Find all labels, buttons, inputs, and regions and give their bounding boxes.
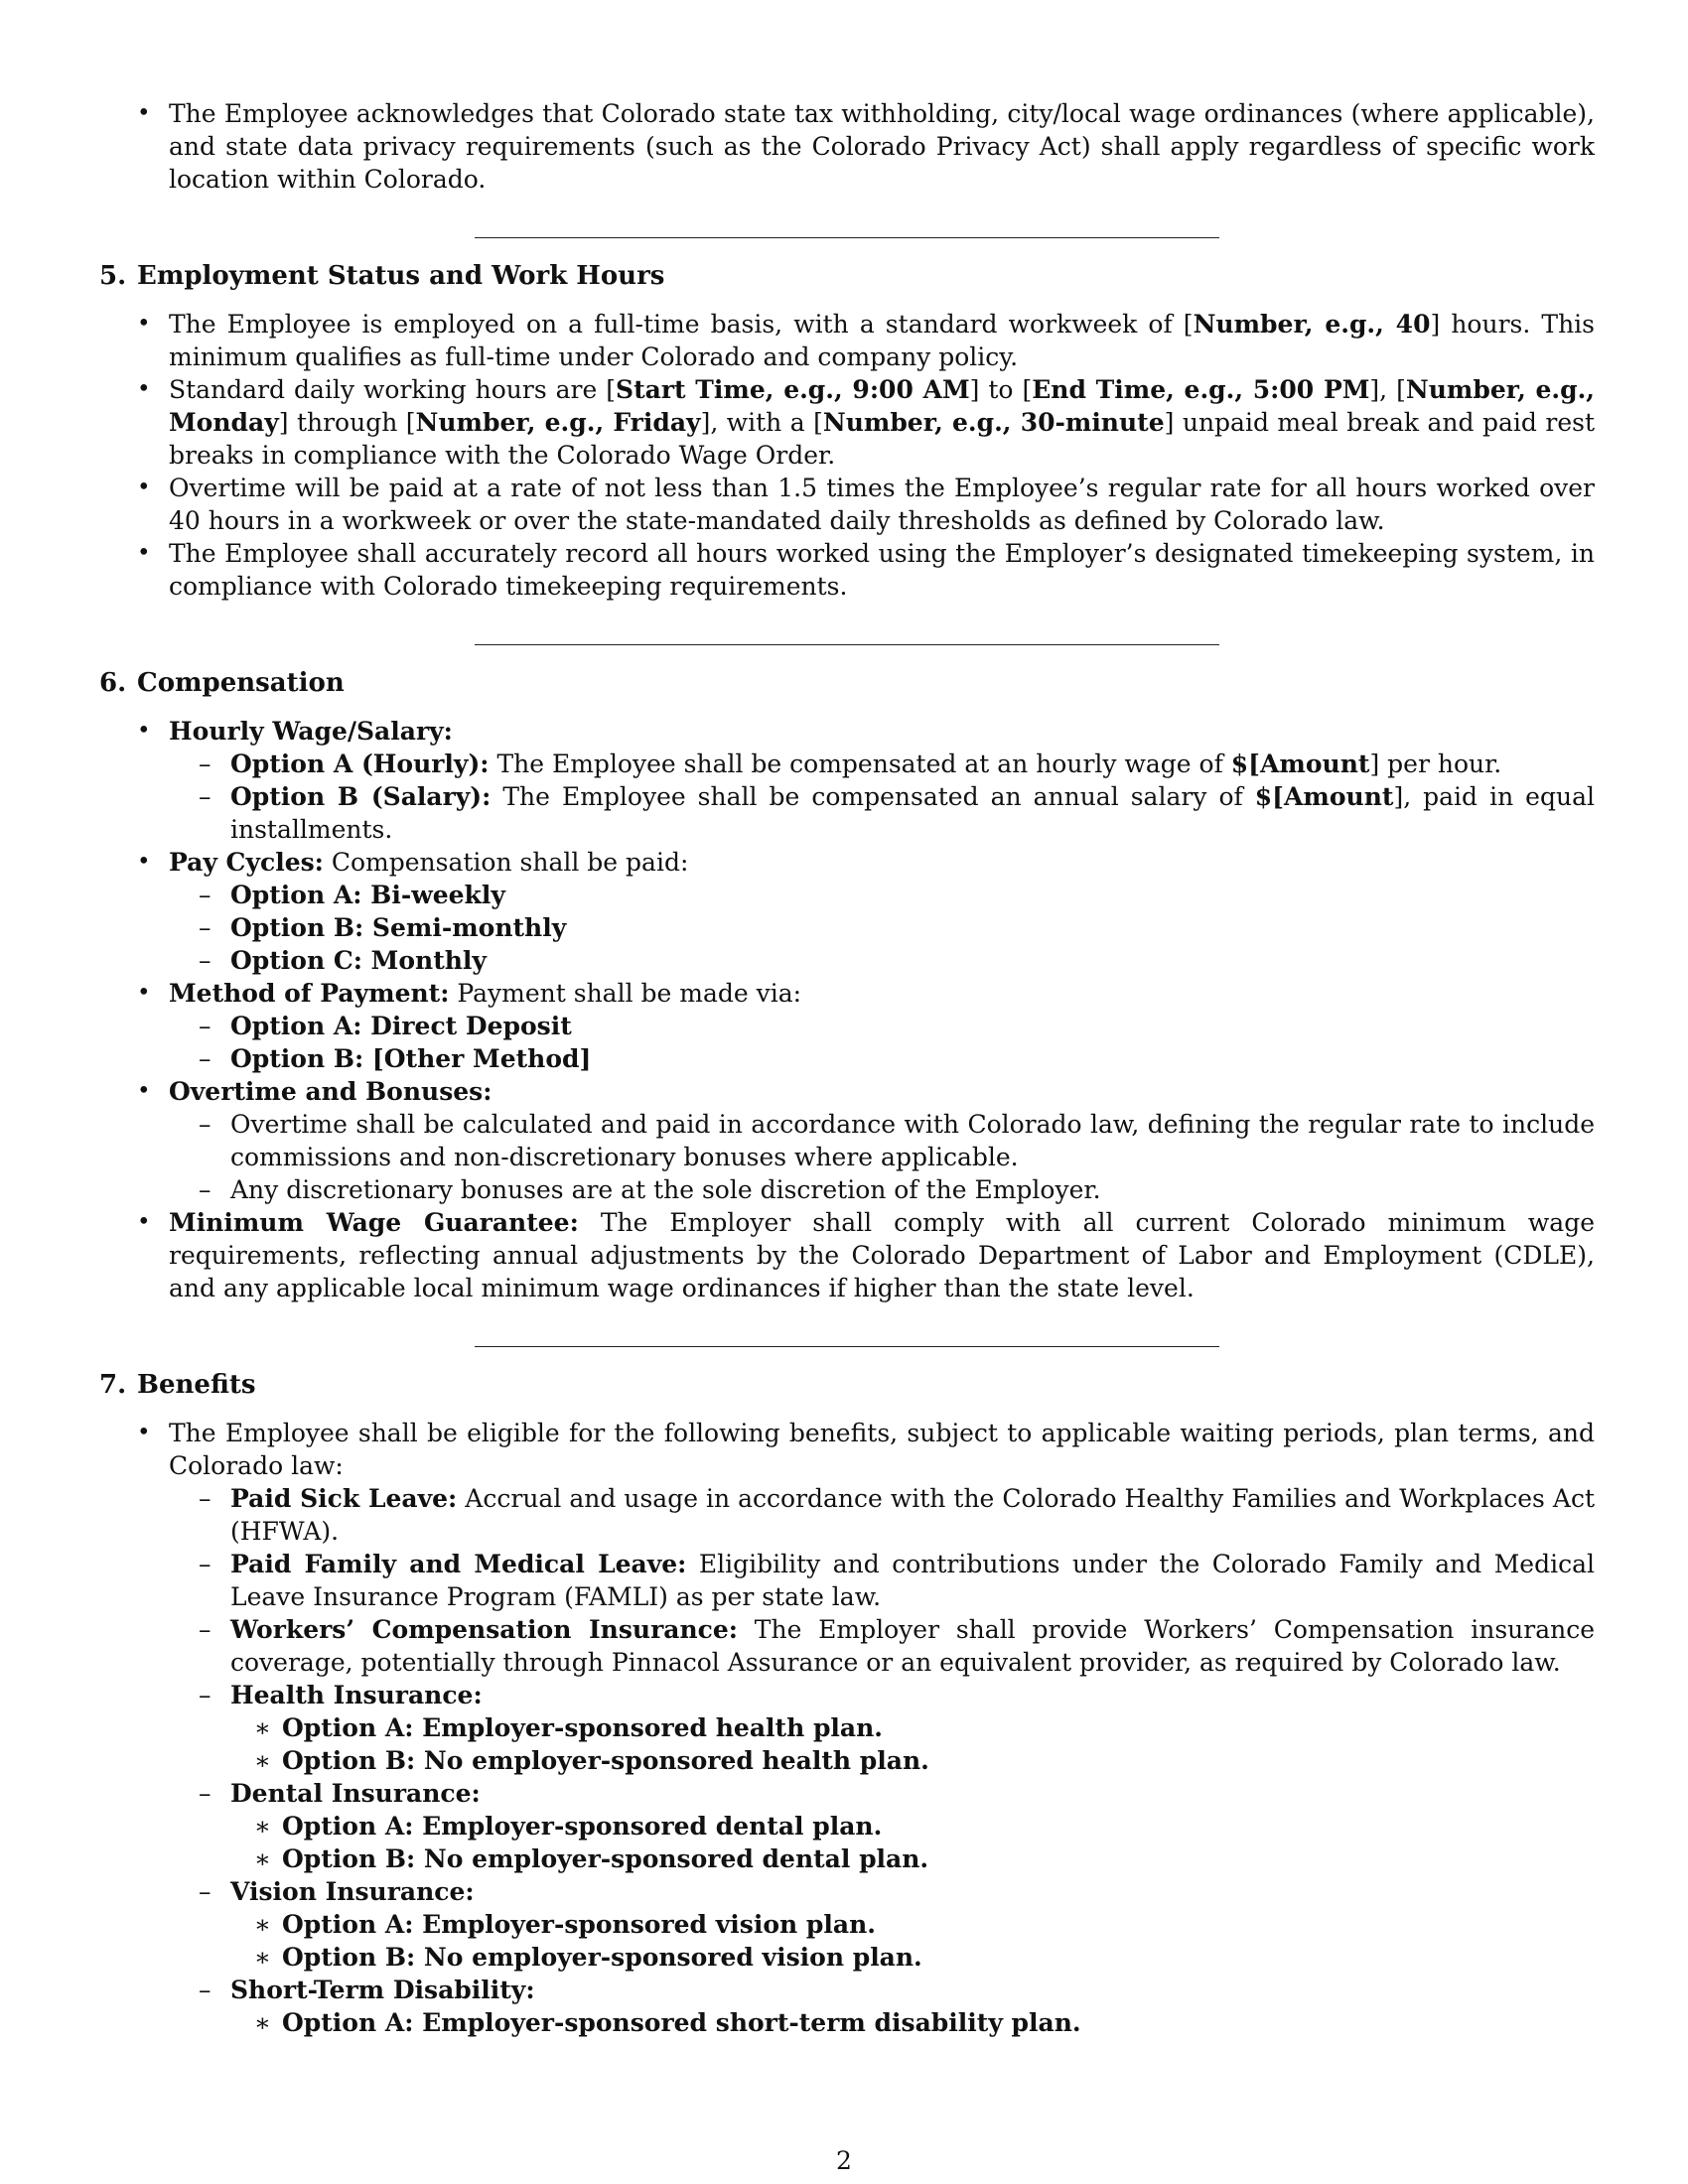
- section-number: 5.: [99, 261, 127, 291]
- sub-list-item: [169, 911, 1595, 944]
- text-run: The Employer shall comply with all current Colorado minimum wage requirements, reflecting annual adjustments by the Colorado Department of Labor and Employment (CDLE), and any applicable local minimum wage ordinances if higher than the state level.: [169, 1208, 1595, 1302]
- currency-symbol: $[: [1254, 782, 1284, 811]
- text-run: ] unpaid meal break and paid rest breaks in compliance with the Colorado Wage Order.: [169, 408, 1595, 470]
- placeholder-field: Number, e.g., Friday: [415, 408, 701, 437]
- item-label: Short-Term Disability:: [230, 1976, 535, 2004]
- section-number: 6.: [99, 668, 127, 698]
- sub-list-item: [169, 748, 1595, 780]
- section-title: Benefits: [137, 1370, 256, 1400]
- text-run: The Employee shall be eligible for the following benefits, subject to applicable waiting periods, plan terms, and Colorado law:: [169, 1419, 1595, 1480]
- text-run: Compensation shall be paid:: [323, 848, 689, 877]
- sub-list-item: [169, 1482, 1595, 1548]
- sub-sub-list-item: [230, 1711, 1595, 1744]
- section-title: Employment Status and Work Hours: [137, 261, 665, 291]
- sub-sub-list: [230, 1908, 1595, 1974]
- text-run: ], paid in equal installments.: [230, 782, 1595, 844]
- option-label: Option B: No employer-sponsored dental plan.: [282, 1844, 929, 1873]
- sub-list: [169, 1010, 1595, 1075]
- item-label: Health Insurance:: [230, 1681, 483, 1709]
- text-run: Accrual and usage in accordance with the Colorado Healthy Families and Workplaces Act (HFWA).: [230, 1484, 1596, 1546]
- sub-list-item: [169, 1548, 1595, 1613]
- option-label: Option A: Employer-sponsored health plan.: [282, 1713, 884, 1742]
- sub-list-item: [169, 1974, 1595, 2039]
- sub-list-item: [169, 1010, 1595, 1042]
- section-7-list: [99, 1417, 1595, 2039]
- sub-list: [169, 879, 1595, 977]
- list-item: [99, 537, 1595, 603]
- sub-sub-list-item: [230, 1908, 1595, 1941]
- section-divider: [475, 644, 1219, 645]
- sub-list: [169, 1482, 1595, 2039]
- section-title: Compensation: [137, 668, 345, 698]
- text-run: Payment shall be made via:: [449, 979, 802, 1008]
- placeholder-field: Start Time, e.g., 9:00 AM: [616, 375, 970, 404]
- section-divider: [475, 1346, 1219, 1347]
- item-label: Minimum Wage Guarantee:: [169, 1208, 579, 1237]
- text-run: The Employee is employed on a full-time basis, with a standard workweek of [: [169, 310, 1194, 339]
- sub-list-item: [169, 1108, 1595, 1173]
- sub-list-item: [169, 1777, 1595, 1875]
- option-label: Option B: No employer-sponsored health plan.: [282, 1746, 929, 1775]
- text-run: Eligibility and contributions under the Colorado Family and Medical Leave Insurance Program (FAMLI) as per state law.: [230, 1550, 1595, 1611]
- sub-sub-list-item: [230, 1941, 1595, 1974]
- item-label: Method of Payment:: [169, 979, 450, 1008]
- option-label: Option A: Employer-sponsored vision plan.: [282, 1910, 876, 1939]
- sub-list-item: [169, 944, 1595, 977]
- section-6-list: [99, 715, 1595, 1304]
- sub-list-item: [169, 879, 1595, 911]
- text-run: Standard daily working hours are [: [169, 375, 617, 404]
- text-run: Overtime shall be calculated and paid in accordance with Colorado law, defining the regular rate to include commissions and non-discretionary bonuses where applicable.: [230, 1110, 1595, 1171]
- sub-sub-list: [230, 1810, 1595, 1875]
- option-label: Option C: Monthly: [230, 946, 487, 975]
- option-label: Option B: No employer-sponsored vision plan.: [282, 1943, 922, 1972]
- section-7-heading: [99, 1369, 1595, 1402]
- item-label: Pay Cycles:: [169, 848, 324, 877]
- section-5-list: [99, 308, 1595, 603]
- sub-sub-list: [230, 1711, 1595, 1777]
- sub-list-item: [169, 1042, 1595, 1075]
- placeholder-field: Number, e.g., 40: [1193, 310, 1431, 339]
- item-label: Workers’ Compensation Insurance:: [230, 1615, 738, 1644]
- list-item: [99, 846, 1595, 977]
- section-number: 7.: [99, 1370, 127, 1400]
- placeholder-field: Amount: [1260, 750, 1370, 778]
- sub-list-item: [169, 1173, 1595, 1206]
- section-5-heading: [99, 260, 1595, 293]
- list-item: [99, 97, 1595, 196]
- placeholder-field: Number, e.g., Monday: [169, 375, 1596, 437]
- text-run: ] to [: [969, 375, 1033, 404]
- option-label: Option A: Direct Deposit: [230, 1012, 572, 1040]
- option-label: Option B (Salary):: [230, 782, 492, 811]
- list-item: [99, 1417, 1595, 2039]
- text-run: Any discretionary bonuses are at the sole discretion of the Employer.: [230, 1175, 1101, 1204]
- sub-sub-list-item: [230, 1843, 1595, 1875]
- text-run: The Employee shall be compensated an annual salary of: [491, 782, 1255, 811]
- sub-sub-list-item: [230, 2006, 1595, 2039]
- option-label: Option A: Employer-sponsored short-term disability plan.: [282, 2008, 1081, 2037]
- sub-sub-list-item: [230, 1810, 1595, 1843]
- text-run: Overtime will be paid at a rate of not less than 1.5 times the Employee’s regular rate for all hours worked over 40 hours in a workweek or over the state-mandated daily thresholds as defined by Colorado law.: [169, 474, 1595, 535]
- option-label: Option B: [Other Method]: [230, 1044, 592, 1073]
- text-run: ] through [: [278, 408, 416, 437]
- list-item: [99, 1206, 1595, 1304]
- item-label: Hourly Wage/Salary:: [169, 717, 453, 746]
- section-6-heading: [99, 667, 1595, 700]
- option-label: Option A: Employer-sponsored dental plan.: [282, 1812, 883, 1841]
- item-label: Paid Sick Leave:: [230, 1484, 458, 1513]
- sub-list-item: [169, 1875, 1595, 1974]
- text-run: The Employee shall accurately record all hours worked using the Employer’s designated timekeeping system, in compliance with Colorado timekeeping requirements.: [169, 539, 1595, 601]
- placeholder-field: Number, e.g., 30-minute: [822, 408, 1165, 437]
- list-item: [99, 977, 1595, 1075]
- sub-list-item: [169, 1679, 1595, 1777]
- text-run: ], [: [1369, 375, 1406, 404]
- option-label: Option A (Hourly):: [230, 750, 490, 778]
- sub-list: [169, 1108, 1595, 1206]
- text-run: ] per hour.: [1369, 750, 1502, 778]
- intro-bullet-text: The Employee acknowledges that Colorado state tax withholding, city/local wage ordinances (where applicable), and state data privacy requirements (such as the Colorado Privacy Act) shall apply regardless of specific work location within Colorado.: [169, 99, 1595, 194]
- item-label: Vision Insurance:: [230, 1877, 475, 1906]
- text-run: ] hours. This minimum qualifies as full-time under Colorado and company policy.: [169, 310, 1595, 371]
- option-label: Option B: Semi-monthly: [230, 913, 567, 942]
- text-run: The Employee shall be compensated at an hourly wage of: [489, 750, 1231, 778]
- list-item: [99, 715, 1595, 846]
- sub-list-item: [169, 780, 1595, 846]
- sub-sub-list: [230, 2006, 1595, 2039]
- item-label: Paid Family and Medical Leave:: [230, 1550, 687, 1578]
- item-label: Dental Insurance:: [230, 1779, 481, 1808]
- text-run: The Employer shall provide Workers’ Compensation insurance coverage, potentially through Pinnacol Assurance or an equivalent provider, as required by Colorado law.: [230, 1615, 1596, 1677]
- currency-symbol: $[: [1230, 750, 1261, 778]
- item-label: Overtime and Bonuses:: [169, 1077, 492, 1106]
- sub-list: [169, 748, 1595, 846]
- option-label: Option A: Bi-weekly: [230, 881, 505, 909]
- list-item: [99, 1075, 1595, 1206]
- sub-list-item: [169, 1613, 1595, 1679]
- placeholder-field: End Time, e.g., 5:00 PM: [1032, 375, 1370, 404]
- page-number: 2: [836, 2146, 852, 2175]
- placeholder-field: Amount: [1284, 782, 1394, 811]
- intro-list: [99, 97, 1595, 196]
- list-item: [99, 308, 1595, 373]
- section-divider: [475, 237, 1219, 238]
- list-item: [99, 472, 1595, 537]
- sub-sub-list-item: [230, 1744, 1595, 1777]
- document-content: [99, 97, 1595, 2039]
- text-run: ], with a [: [700, 408, 823, 437]
- list-item: [99, 373, 1595, 472]
